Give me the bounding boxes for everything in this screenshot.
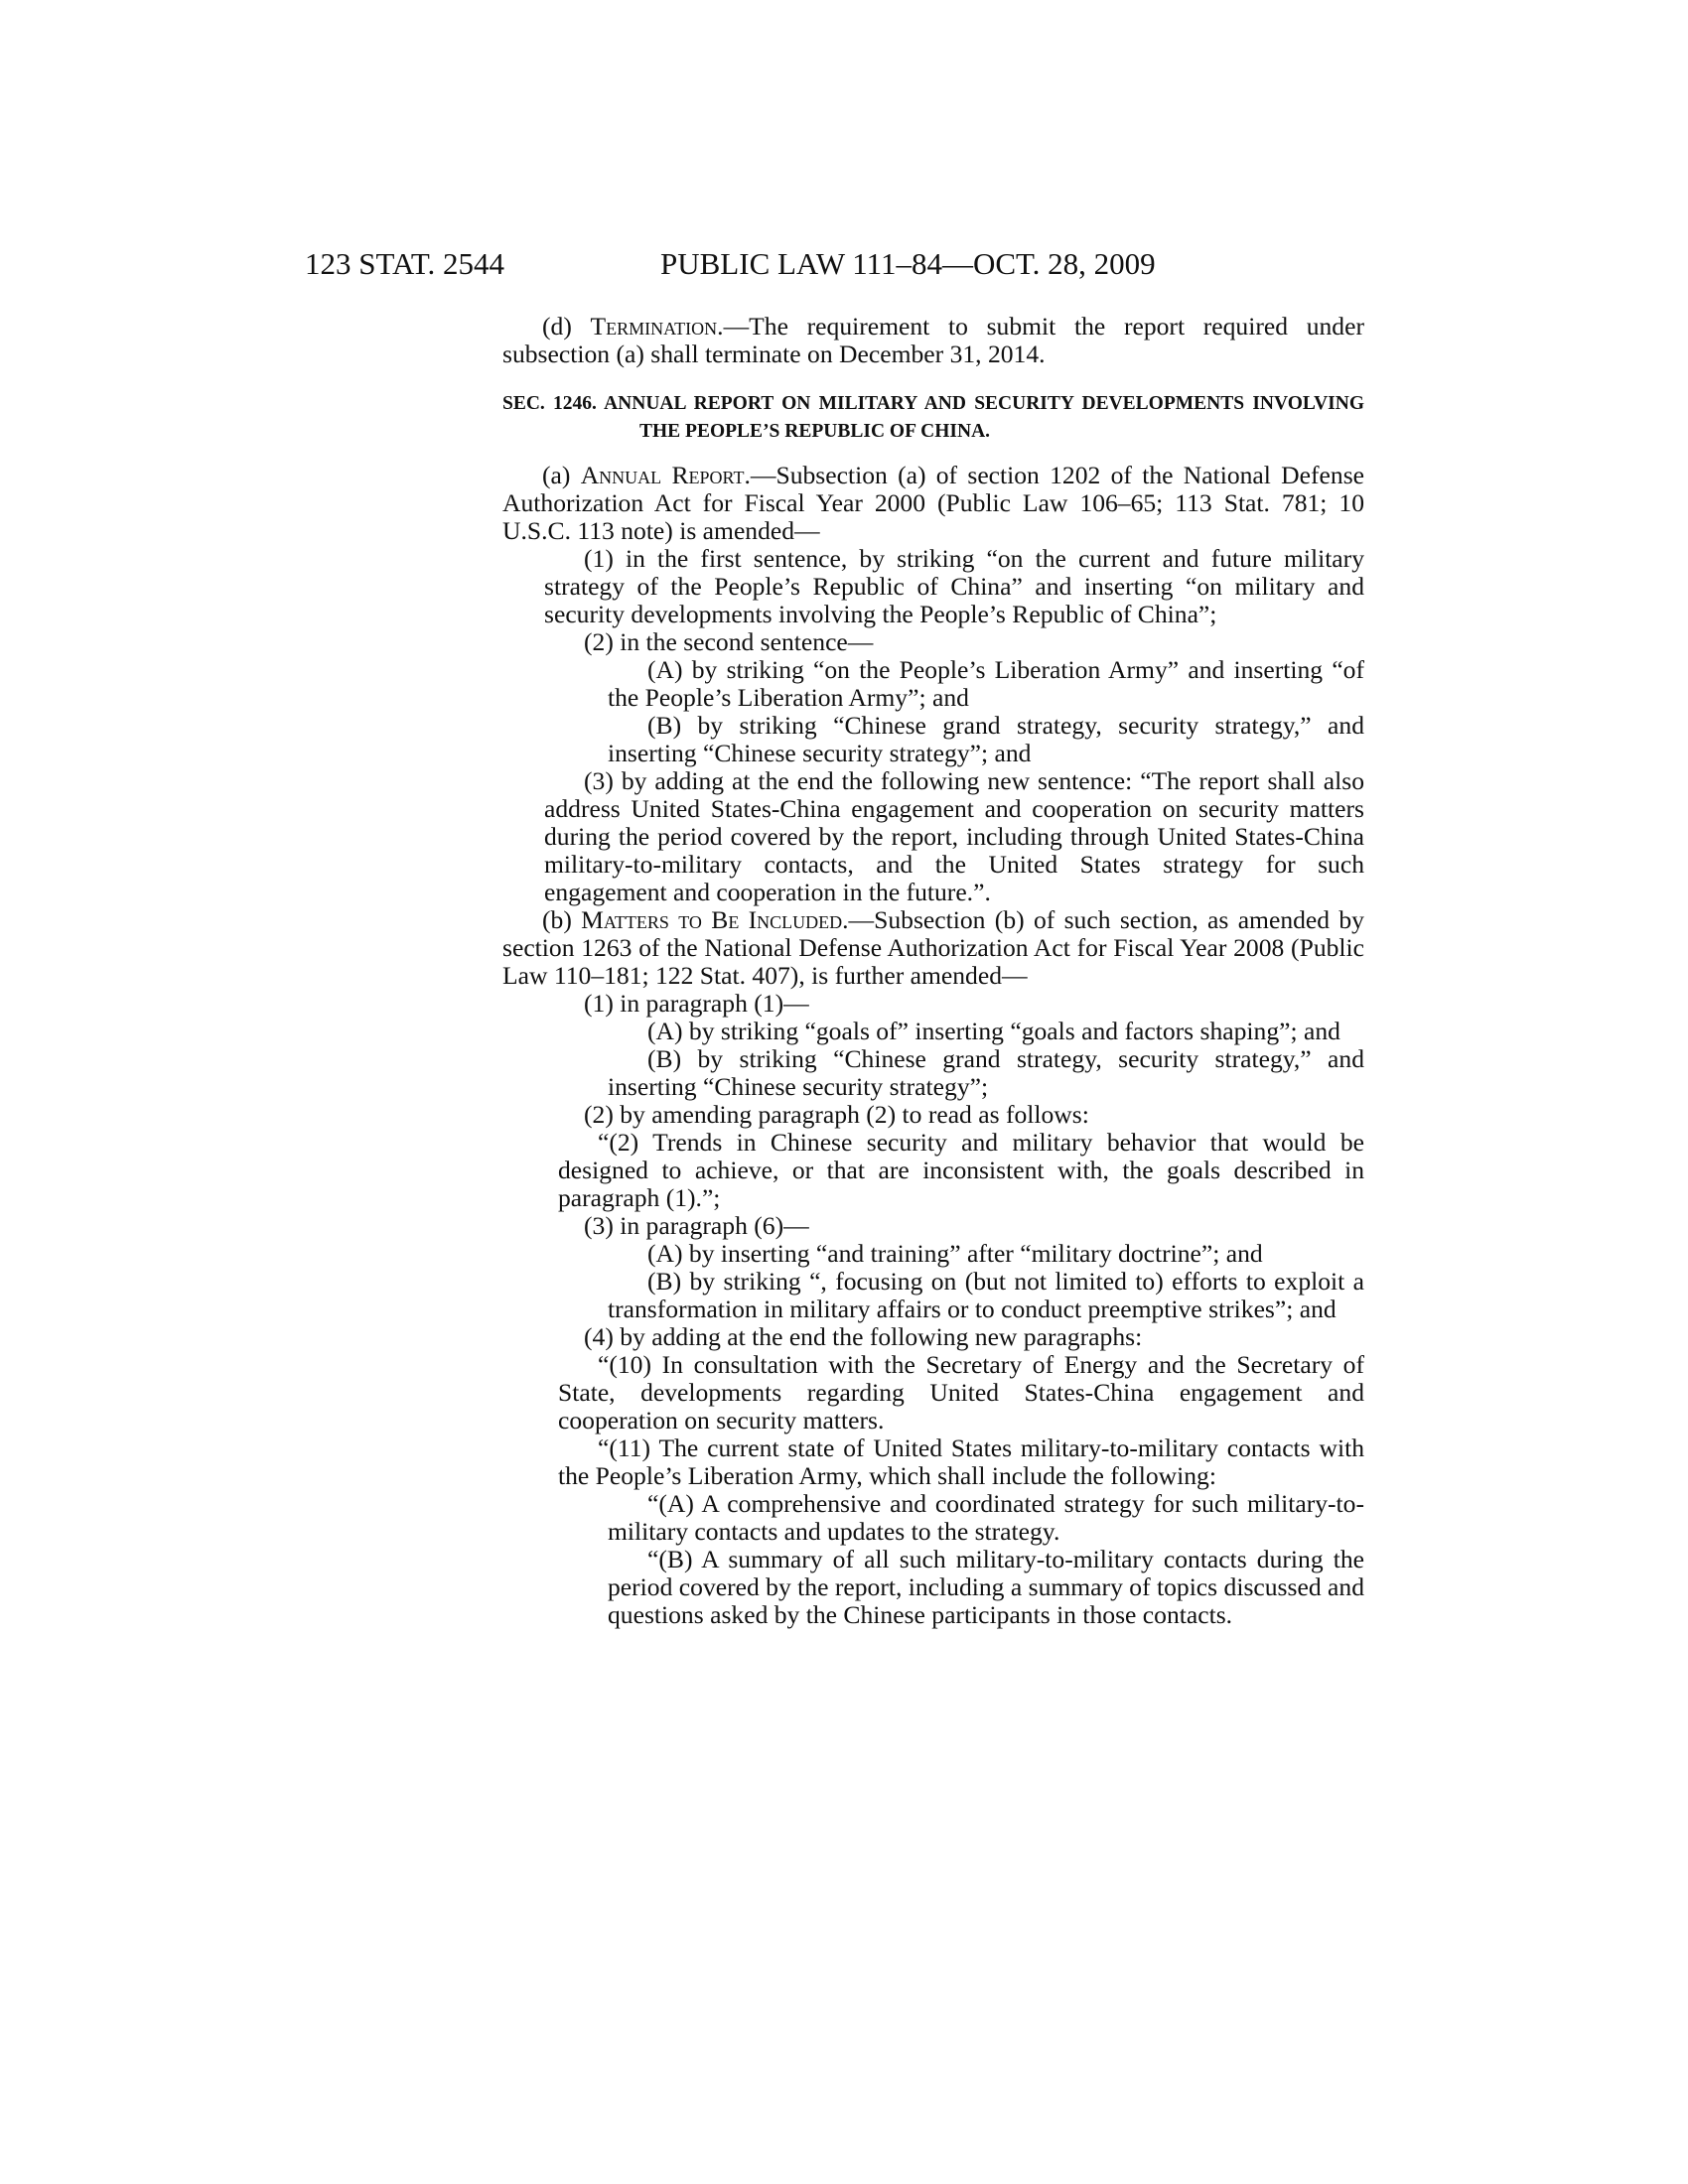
subsection-a-item-2a: (A) by striking “on the People’s Liberation Army” and inserting “of the People’s Liberation Army”; and [608, 655, 1364, 712]
subsection-b-item-4-quote-11b: “(B) A summary of all such military-to-military contacts during the period covered by the report, including a summary of topics discussed and questions asked by the Chinese participants in those contacts. [608, 1545, 1364, 1629]
stat-page-number: 123 STAT. 2544 [305, 246, 505, 281]
subsection-b-item-4: (4) by adding at the end the following new paragraphs: [584, 1322, 1143, 1351]
subsection-a-heading: Annual Report [580, 461, 745, 489]
subsection-b-item-2-quote: “(2) Trends in Chinese security and military behavior that would be designed to achieve, or that are inconsistent with, the goals described in paragraph (1).”; [558, 1128, 1364, 1212]
law-title: PUBLIC LAW 111–84—OCT. 28, 2009 [660, 246, 1156, 281]
subsection-b-item-1: (1) in paragraph (1)— [584, 989, 809, 1018]
subsection-b-item-1b: (B) by striking “Chinese grand strategy, security strategy,” and inserting “Chinese security strategy”; [608, 1044, 1364, 1101]
subsection-b-item-4-quote-11: “(11) The current state of United States military-to-military contacts with the People’s Liberation Army, which shall include the following: [558, 1433, 1364, 1490]
subsection-b-item-4-quote-10: “(10) In consultation with the Secretary of Energy and the Secretary of State, developments regarding United States-China engagement and cooperation on security matters. [558, 1350, 1364, 1434]
subsection-a-label: (a) [542, 461, 581, 489]
subsection-b-item-3: (3) in paragraph (6)— [584, 1211, 809, 1240]
subsection-b-item-3a: (A) by inserting “and training” after “military doctrine”; and [647, 1239, 1263, 1268]
termination-label: (d) [542, 312, 591, 341]
subsection-b-item-2: (2) by amending paragraph (2) to read as follows: [584, 1100, 1089, 1129]
subsection-b-heading: Matters to Be Included [581, 905, 843, 934]
subsection-a-paragraph [502, 462, 1364, 545]
subsection-b-label: (b) [542, 905, 582, 934]
subsection-b-item-3b: (B) by striking “, focusing on (but not limited to) efforts to exploit a transformation in military affairs or to conduct preemptive strikes”; and [608, 1267, 1364, 1323]
subsection-a-item-2: (2) in the second sentence— [584, 627, 874, 656]
subsection-b-text: .—Subsection (b) of such section, as amended by section 1263 of the National Defense Authorization Act for Fiscal Year 2008 (Public Law 110–181; 122 Stat. 407), is further amended— [502, 905, 1364, 990]
termination-text: .—The requirement to submit the report required under subsection (a) shall terminate on December 31, 2014. [502, 312, 1364, 368]
subsection-a-item-1: (1) in the first sentence, by striking “on the current and future military strategy of the People’s Republic of China” and inserting “on military and security developments involving the People’s Republic of China”; [544, 544, 1364, 628]
subsection-b-item-1a: (A) by striking “goals of” inserting “goals and factors shaping”; and [647, 1017, 1340, 1045]
termination-heading: Termination [590, 312, 718, 341]
section-heading: SEC. 1246. ANNUAL REPORT ON MILITARY AND SECURITY DEVELOPMENTS INVOLVING THE PEOPLE’S REPUBLIC OF CHINA. [502, 393, 1364, 442]
termination-paragraph [502, 313, 1364, 368]
subsection-a-text: .—Subsection (a) of section 1202 of the National Defense Authorization Act for Fiscal Year 2000 (Public Law 106–65; 113 Stat. 781; 10 U.S.C. 113 note) is amended— [502, 461, 1365, 545]
subsection-b-item-4-quote-11a: “(A) A comprehensive and coordinated strategy for such military-to-military contacts and updates to the strategy. [608, 1489, 1364, 1546]
subsection-a-item-3: (3) by adding at the end the following new sentence: “The report shall also address United States-China engagement and cooperation on security matters during the period covered by the report, including through United States-China military-to-military contacts, and the United States strategy for such engagement and cooperation in the future.”. [544, 766, 1364, 906]
document-body [502, 313, 1364, 1629]
subsection-a-item-2b: (B) by striking “Chinese grand strategy, security strategy,” and inserting “Chinese security strategy”; and [608, 711, 1364, 767]
running-header [305, 244, 1258, 284]
subsection-b-paragraph [502, 906, 1364, 990]
